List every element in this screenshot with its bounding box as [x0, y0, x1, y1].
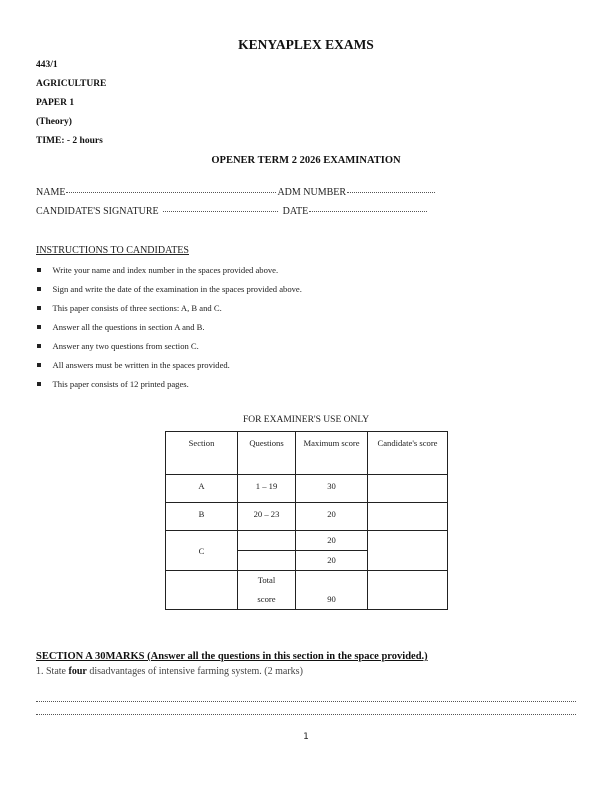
- table-row-total: [166, 571, 448, 610]
- section-cell: C: [166, 531, 238, 571]
- instruction-item: Answer any two questions from section C.: [37, 341, 199, 351]
- questions-cell: 20 – 23: [238, 503, 296, 531]
- examiner-table: [165, 431, 448, 610]
- paper-type: (Theory): [36, 117, 72, 127]
- candidate-score-cell[interactable]: [368, 503, 448, 531]
- bullet-icon: [37, 268, 41, 272]
- bullet-icon: [37, 306, 41, 310]
- max-cell: 20: [296, 551, 368, 571]
- questions-cell: [238, 551, 296, 571]
- name-label: NAME: [36, 187, 66, 198]
- instruction-item: This paper consists of 12 printed pages.: [37, 379, 189, 389]
- questions-cell: 1 – 19: [238, 475, 296, 503]
- adm-field[interactable]: [347, 192, 435, 193]
- section-a-heading: SECTION A 30MARKS (Answer all the questions in this section in the space provided.): [36, 651, 428, 662]
- table-header-row: [166, 432, 448, 475]
- section-cell: [166, 571, 238, 610]
- signature-label: CANDIDATE'S SIGNATURE: [36, 206, 159, 217]
- header-questions: Questions: [238, 432, 296, 475]
- bullet-icon: [37, 325, 41, 329]
- section-cell: B: [166, 503, 238, 531]
- table-caption: FOR EXAMINER'S USE ONLY: [242, 415, 370, 425]
- instruction-item: Answer all the questions in section A and B.: [37, 322, 205, 332]
- max-cell: 20: [296, 531, 368, 551]
- instruction-item: All answers must be written in the spaces provided.: [37, 360, 230, 370]
- header-candidate: Candidate's score: [368, 432, 448, 475]
- date-label: DATE: [282, 206, 309, 217]
- adm-label: ADM NUMBER: [277, 187, 347, 198]
- section-cell: A: [166, 475, 238, 503]
- signature-row: [36, 206, 428, 217]
- header-max: Maximum score: [296, 432, 368, 475]
- exam-title: OPENER TERM 2 2026 EXAMINATION: [211, 155, 401, 166]
- signature-field[interactable]: [163, 211, 278, 212]
- header-section: Section: [166, 432, 238, 475]
- questions-cell: [238, 531, 296, 551]
- date-field[interactable]: [309, 211, 427, 212]
- page-title: KENYAPLEX EXAMS: [238, 37, 374, 52]
- answer-line[interactable]: [36, 701, 576, 702]
- max-cell: 30: [296, 475, 368, 503]
- candidate-total-cell[interactable]: [368, 571, 448, 610]
- paper-code: 443/1: [36, 60, 58, 70]
- subject: AGRICULTURE: [36, 79, 107, 89]
- bullet-icon: [37, 363, 41, 367]
- answer-line[interactable]: [36, 714, 576, 715]
- instruction-item: Sign and write the date of the examination in the spaces provided above.: [37, 284, 302, 294]
- total-max: 90: [296, 571, 368, 610]
- instructions-heading: INSTRUCTIONS TO CANDIDATES: [36, 245, 189, 256]
- name-row: [36, 187, 436, 198]
- bullet-icon: [37, 344, 41, 348]
- bullet-icon: [37, 382, 41, 386]
- instruction-item: This paper consists of three sections: A, B and C.: [37, 303, 222, 313]
- table-row: [166, 475, 448, 503]
- table-row: [166, 503, 448, 531]
- max-cell: 20: [296, 503, 368, 531]
- page-number: 1: [303, 732, 309, 742]
- table-row: [166, 531, 448, 551]
- total-label: Total score: [238, 571, 296, 610]
- paper-number: PAPER 1: [36, 98, 75, 108]
- candidate-score-cell[interactable]: [368, 475, 448, 503]
- candidate-score-cell[interactable]: [368, 531, 448, 571]
- name-field[interactable]: [66, 192, 276, 193]
- time-allowed: TIME: - 2 hours: [36, 136, 103, 146]
- bullet-icon: [37, 287, 41, 291]
- question-1: 1. State four disadvantages of intensive farming system. (2 marks): [36, 666, 303, 677]
- instruction-item: Write your name and index number in the spaces provided above.: [37, 265, 278, 275]
